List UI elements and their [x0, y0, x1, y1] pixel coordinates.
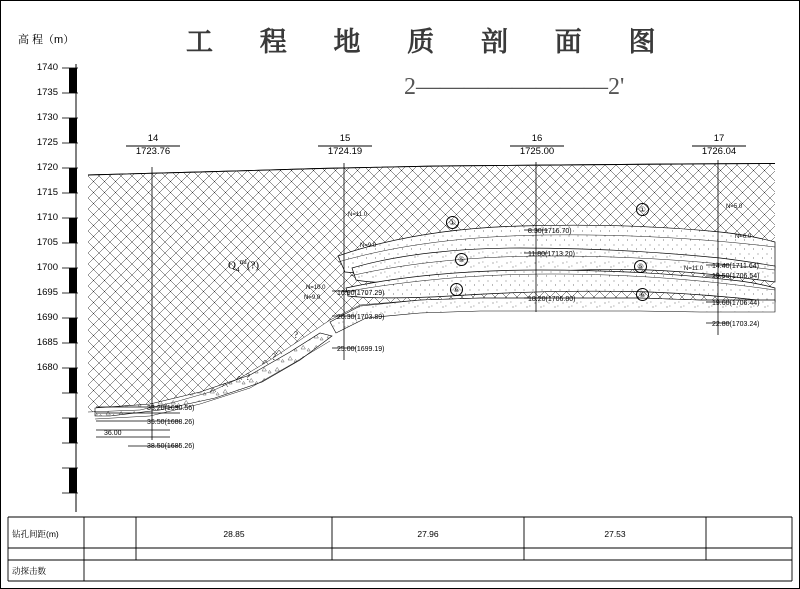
y-tick-1715: 1715 — [36, 187, 58, 198]
n-value-5: N=5.0 — [726, 204, 743, 210]
y-tick-1700: 1700 — [36, 262, 58, 273]
n-value-4: N=9.0 — [304, 295, 321, 301]
depth-label-14: 38.50(1685.26) — [147, 443, 195, 450]
layer-marker-5a: ⑤ — [455, 253, 468, 266]
layer-marker-6b: ⑥ — [636, 288, 649, 301]
borehole-16-id: 16 — [531, 133, 543, 144]
depth-label-5: 20.30(1703.89) — [337, 314, 385, 321]
y-tick-1690: 1690 — [36, 312, 58, 323]
y-tick-1725: 1725 — [36, 137, 58, 148]
table-cell-dist-0: 28.85 — [223, 529, 245, 539]
section-label: 2————————2' — [404, 74, 625, 100]
depth-label-7: 14.40(1711.64) — [712, 263, 759, 270]
borehole-17-id: 17 — [713, 133, 725, 144]
depth-label-8: 19.50(1706.54) — [712, 273, 760, 280]
layer-marker-5b: ⑤ — [634, 260, 647, 273]
depth-label-10: 22.80(1703.24) — [712, 321, 760, 328]
page-title: 工 程 地 质 剖 面 图 — [186, 27, 676, 57]
borehole-14-elev: 1723.76 — [135, 146, 171, 157]
n-value-6: N=6.0 — [735, 234, 752, 240]
depth-label-12: 35.50(1688.26) — [147, 419, 195, 426]
y-tick-1730: 1730 — [36, 112, 58, 123]
y-tick-1680: 1680 — [36, 362, 58, 373]
n-value-1: N=11.0 — [348, 212, 368, 218]
depth-label-9: 19.60(1706.44) — [712, 300, 760, 307]
table-cell-dist-2: 27.53 — [604, 529, 626, 539]
query-mark-3: ? — [246, 372, 250, 382]
depth-label-6: 25.00(1699.19) — [337, 346, 385, 353]
y-tick-1735: 1735 — [36, 87, 58, 98]
layer-marker-1b: ① — [636, 203, 649, 216]
y-tick-1720: 1720 — [36, 162, 58, 173]
fill-material-symbol: $Q_4^{ml}(?)$ — [228, 258, 260, 274]
table-row-label-0: 钻孔间距(m) — [12, 529, 59, 539]
layer-marker-6a: ⑥ — [450, 283, 463, 296]
n-value-3: N=10.0 — [306, 285, 326, 291]
query-mark-2: ? — [272, 352, 276, 362]
query-mark-1: ? — [294, 330, 298, 340]
y-tick-1705: 1705 — [36, 237, 58, 248]
depth-label-2: 11.80(1713.20) — [528, 251, 575, 258]
borehole-15-elev: 1724.19 — [327, 146, 363, 157]
depth-label-4: 16.90(1707.29) — [337, 290, 385, 297]
layer-marker-1a: ① — [446, 216, 459, 229]
table-cell-dist-1: 27.96 — [417, 529, 439, 539]
depth-label-13: 36.00 — [104, 430, 122, 437]
depth-label-3: 18.20(1706.80) — [528, 296, 576, 303]
borehole-15-id: 15 — [339, 133, 351, 144]
y-tick-1695: 1695 — [36, 287, 58, 298]
table-row-label-1: 动探击数 — [12, 566, 47, 576]
borehole-14-id: 14 — [147, 133, 159, 144]
y-tick-1685: 1685 — [36, 337, 58, 348]
depth-label-1: 8.30(1716.70) — [528, 228, 572, 235]
n-value-7: N=11.0 — [684, 266, 704, 272]
borehole-17-elev: 1726.04 — [701, 146, 737, 157]
y-axis-label: 高 程（m） — [18, 34, 75, 46]
y-tick-1740: 1740 — [36, 62, 58, 73]
borehole-16-elev: 1725.00 — [519, 146, 555, 157]
n-value-2: N=9.0 — [360, 243, 377, 249]
depth-label-11: 33.20(1690.56) — [147, 405, 195, 412]
y-tick-1710: 1710 — [36, 212, 58, 223]
